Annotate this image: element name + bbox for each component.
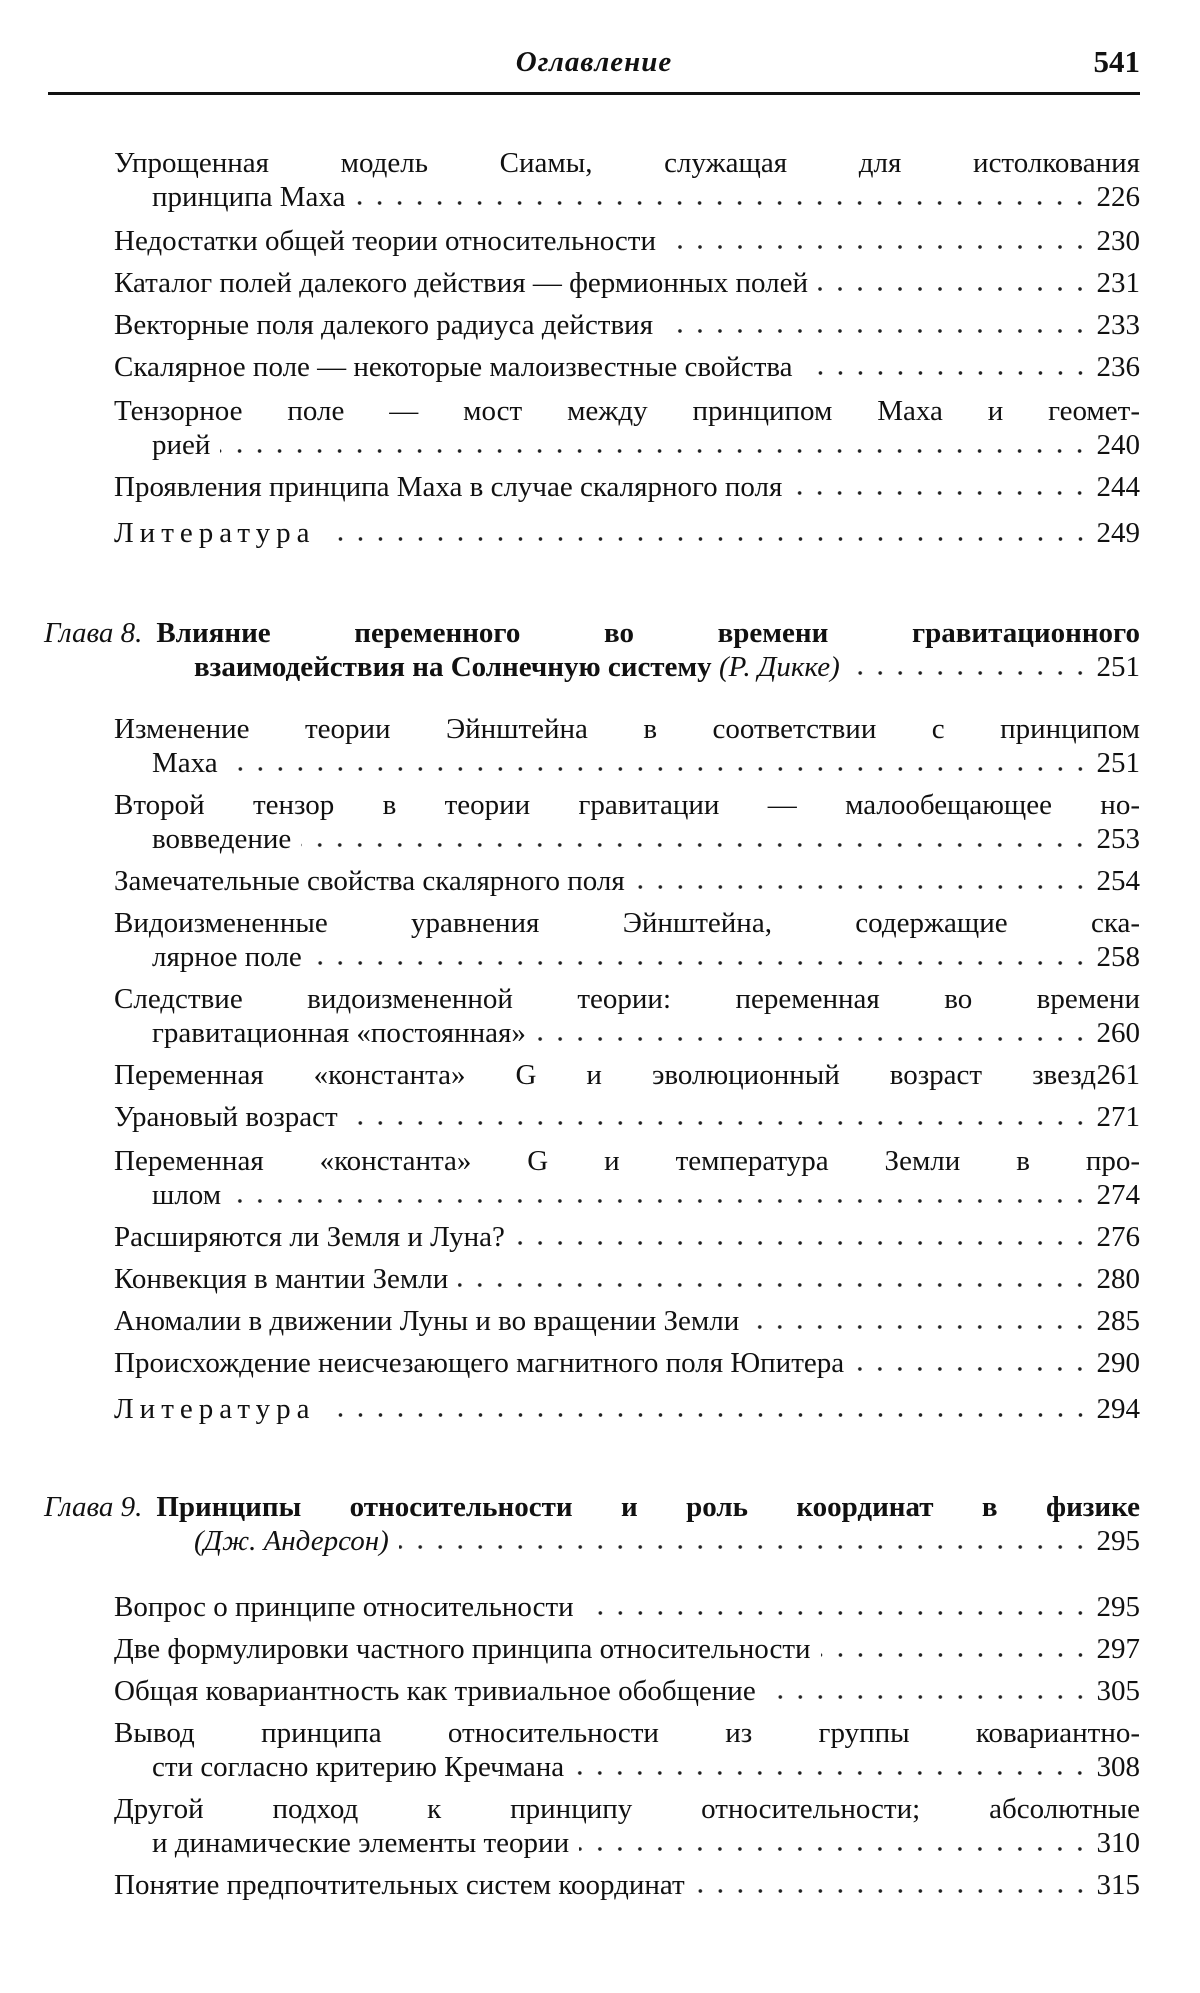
dot-leader	[228, 766, 1090, 772]
entry-title: Литература	[114, 517, 316, 549]
toc-entry[interactable]	[114, 864, 1140, 898]
dot-leader	[850, 670, 1090, 676]
entry-title-cont: шлом	[152, 1179, 222, 1211]
toc-entry[interactable]	[114, 1058, 1140, 1092]
dot-leader	[803, 370, 1090, 376]
entry-page: 297	[1096, 1633, 1140, 1665]
toc-entry[interactable]	[114, 1590, 1140, 1624]
entry-page: 258	[1096, 941, 1140, 973]
toc-entry[interactable]	[114, 1868, 1140, 1902]
entry-title: Вывод принципа относительности из группы ковариантно-	[114, 1717, 1140, 1749]
entry-page: 251	[1096, 651, 1140, 683]
entry-page: 310	[1096, 1827, 1140, 1859]
chapter-title: Принципы относительности и роль координат в физике	[156, 1491, 1140, 1523]
entry-title-cont: и динамические элементы теории	[152, 1827, 570, 1859]
entry-page: 226	[1096, 181, 1140, 213]
entry-title: Другой подход к принципу относительности; абсолютные	[114, 1793, 1140, 1825]
toc-entry[interactable]	[114, 1304, 1140, 1338]
entry-title-cont: рией	[152, 429, 211, 461]
toc-entry[interactable]	[114, 470, 1140, 504]
entry-page: 244	[1096, 471, 1140, 503]
entry-page: 305	[1096, 1675, 1140, 1707]
dot-leader	[821, 1652, 1090, 1658]
chapter-title-cont: взаимодействия на Солнечную систему	[194, 651, 712, 683]
toc-entry[interactable]	[114, 308, 1140, 342]
entry-title: Видоизмененные уравнения Эйнштейна, содержащие ска-	[114, 907, 1140, 939]
entry-page: 285	[1096, 1305, 1140, 1337]
toc-entry[interactable]	[114, 224, 1140, 258]
dot-leader	[792, 490, 1090, 496]
entry-title-cont: Маха	[152, 747, 218, 779]
entry-title-cont: гравитационная «постоянная»	[152, 1017, 526, 1049]
entry-title-cont: сти согласно критерию Кречмана	[152, 1751, 565, 1783]
entry-title: Переменная «константа» G и температура Земли в про-	[114, 1145, 1140, 1177]
entry-title: Литература	[114, 1393, 316, 1425]
toc-entry-literature[interactable]	[114, 1392, 1140, 1426]
entry-page: 251	[1096, 747, 1140, 779]
dot-leader	[312, 960, 1090, 966]
entry-title: Второй тензор в теории гравитации — малообещающее но-	[114, 789, 1140, 821]
entry-page: 274	[1096, 1179, 1140, 1211]
chapter-author: (Дж. Андерсон)	[194, 1525, 389, 1557]
dot-leader	[666, 244, 1090, 250]
entry-title: Изменение теории Эйнштейна в соответствии с принципом	[114, 713, 1140, 745]
entry-title: Понятие предпочтительных систем координат	[114, 1869, 685, 1901]
dot-leader	[220, 448, 1090, 454]
entry-title: Урановый возраст	[114, 1101, 338, 1133]
dot-leader	[515, 1240, 1090, 1246]
dot-leader	[695, 1888, 1090, 1894]
running-header	[48, 40, 1140, 90]
dot-leader	[348, 1120, 1090, 1126]
toc-entry[interactable]	[114, 788, 1140, 856]
entry-page: 230	[1096, 225, 1140, 257]
entry-title: Тензорное поле — мост между принципом Маха и геомет-	[114, 395, 1140, 427]
entry-page: 295	[1096, 1525, 1140, 1557]
entry-page: 253	[1096, 823, 1140, 855]
toc-entry[interactable]	[114, 1792, 1140, 1860]
entry-title: Переменная «константа» G и эволюционный возраст звезд	[114, 1059, 1096, 1091]
chapter-heading[interactable]	[44, 1490, 1140, 1558]
dot-leader	[231, 1198, 1090, 1204]
chapter-heading[interactable]	[44, 616, 1140, 684]
entry-page: 233	[1096, 309, 1140, 341]
entry-page: 260	[1096, 1017, 1140, 1049]
entry-title: Конвекция в мантии Земли	[114, 1263, 449, 1295]
entry-title: Две формулировки частного принципа относительности	[114, 1633, 811, 1665]
entry-title: Аномалии в движении Луны и во вращении Земли	[114, 1305, 740, 1337]
toc-entry[interactable]	[114, 1632, 1140, 1666]
entry-title: Упрощенная модель Сиамы, служащая для истолкования	[114, 147, 1140, 179]
dot-leader	[326, 536, 1090, 542]
dot-leader	[574, 1770, 1090, 1776]
toc-entry[interactable]	[114, 266, 1140, 300]
entry-title-cont: вовведение	[152, 823, 292, 855]
dot-leader	[635, 884, 1090, 890]
chapter-label: Глава 9.	[44, 1491, 143, 1523]
entry-page: 280	[1096, 1263, 1140, 1295]
toc-entry[interactable]	[114, 1144, 1140, 1212]
dot-leader	[301, 842, 1090, 848]
entry-page: 261	[1096, 1059, 1140, 1091]
entry-page: 308	[1096, 1751, 1140, 1783]
toc-entry-literature[interactable]	[114, 516, 1140, 550]
dot-leader	[766, 1694, 1090, 1700]
entry-title: Скалярное поле — некоторые малоизвестные свойства	[114, 351, 793, 383]
entry-title: Проявления принципа Маха в случае скалярного поля	[114, 471, 783, 503]
toc-entry[interactable]	[114, 1262, 1140, 1296]
entry-page: 231	[1096, 267, 1140, 299]
entry-page: 290	[1096, 1347, 1140, 1379]
running-title: Оглавление	[515, 46, 673, 78]
entry-page: 249	[1096, 517, 1140, 549]
toc-entry[interactable]	[114, 394, 1140, 462]
entry-title: Вопрос о принципе относительности	[114, 1591, 574, 1623]
toc-entry[interactable]	[114, 712, 1140, 780]
entry-page: 315	[1096, 1869, 1140, 1901]
toc-entry[interactable]	[114, 1100, 1140, 1134]
entry-page: 295	[1096, 1591, 1140, 1623]
header-rule	[48, 92, 1140, 95]
page-number: 541	[1093, 44, 1140, 79]
entry-page: 276	[1096, 1221, 1140, 1253]
dot-leader	[399, 1544, 1090, 1550]
entry-page: 236	[1096, 351, 1140, 383]
entry-page: 294	[1096, 1393, 1140, 1425]
dot-leader	[584, 1610, 1090, 1616]
toc-entry[interactable]	[114, 1220, 1140, 1254]
dot-leader	[818, 286, 1090, 292]
entry-title: Замечательные свойства скалярного поля	[114, 865, 625, 897]
dot-leader	[355, 200, 1090, 206]
entry-title: Следствие видоизмененной теории: переменная во времени	[114, 983, 1140, 1015]
entry-title: Недостатки общей теории относительности	[114, 225, 656, 257]
dot-leader	[663, 328, 1090, 334]
dot-leader	[458, 1282, 1090, 1288]
entry-title: Каталог полей далекого действия — фермионных полей	[114, 267, 808, 299]
dot-leader	[854, 1366, 1090, 1372]
chapter-title: Влияние переменного во времени гравитационного	[156, 617, 1140, 649]
dot-leader	[579, 1846, 1090, 1852]
entry-page: 240	[1096, 429, 1140, 461]
toc-entry[interactable]	[114, 982, 1140, 1050]
dot-leader	[749, 1324, 1090, 1330]
toc-entry[interactable]	[114, 1346, 1140, 1380]
entry-title: Векторные поля далекого радиуса действия	[114, 309, 654, 341]
toc-entry[interactable]	[114, 906, 1140, 974]
entry-title: Расширяются ли Земля и Луна?	[114, 1221, 505, 1253]
chapter-author: (Р. Дикке)	[718, 651, 840, 683]
toc-entry[interactable]	[114, 1716, 1140, 1784]
entry-title-cont: лярное поле	[152, 941, 302, 973]
dot-leader	[326, 1412, 1090, 1418]
dot-leader	[536, 1036, 1090, 1042]
toc-entry[interactable]	[114, 146, 1140, 214]
chapter-label: Глава 8.	[44, 617, 143, 649]
toc-entry[interactable]	[114, 350, 1140, 384]
entry-page: 271	[1096, 1101, 1140, 1133]
toc-entry[interactable]	[114, 1674, 1140, 1708]
entry-page: 254	[1096, 865, 1140, 897]
entry-title: Общая ковариантность как тривиальное обобщение	[114, 1675, 756, 1707]
entry-title-cont: принципа Маха	[152, 181, 346, 213]
entry-title: Происхождение неисчезающего магнитного поля Юпитера	[114, 1347, 845, 1379]
